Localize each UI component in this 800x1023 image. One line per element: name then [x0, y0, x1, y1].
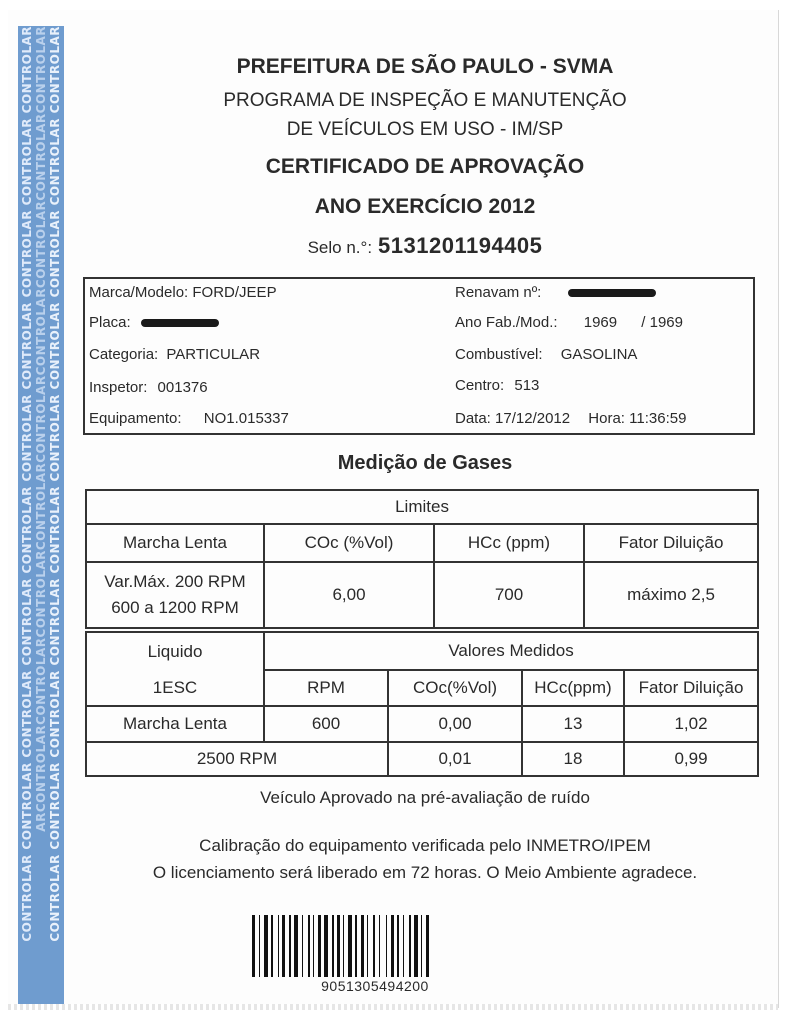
combustivel-value: GASOLINA [560, 346, 638, 363]
hora-value: 11:36:59 [629, 410, 687, 427]
barcode-bar [264, 915, 268, 977]
barcode-bar [302, 915, 303, 977]
measured-col-co: COc(%Vol) [388, 670, 522, 706]
barcode-bar [278, 915, 279, 977]
barcode-bar [282, 915, 285, 977]
certificate-year: ANO EXERCÍCIO 2012 [314, 195, 536, 218]
measured-col-rpm: RPM [264, 670, 388, 706]
renavam-field [455, 284, 656, 301]
measured-row1-label: Marcha Lenta [86, 706, 264, 742]
renavam-label: Renavam nº: [455, 284, 542, 301]
barcode-bar [252, 915, 255, 977]
measured-row1-hc: 13 [522, 706, 624, 742]
barcode-bar [318, 915, 321, 977]
categoria-label: Categoria: [89, 346, 159, 363]
measured-col-fator: Fator Diluição [624, 670, 758, 706]
combustivel-field [455, 346, 637, 363]
limits-row-label-line2: 600 a 1200 RPM [111, 598, 239, 617]
header-veiculos: DE VEÍCULOS EM USO - IM/SP [286, 119, 564, 140]
categoria-field [89, 346, 260, 363]
measured-row1-fator: 1,02 [624, 706, 758, 742]
measured-row1-co: 0,00 [388, 706, 522, 742]
data-value: 17/12/2012 [495, 410, 571, 427]
data-hora-field [455, 410, 686, 427]
placa-field [89, 314, 219, 331]
barcode-bar [343, 915, 344, 977]
selo-label: Selo n.°: [307, 238, 373, 257]
measured-row2-fator: 0,99 [624, 742, 758, 776]
renavam-redaction [568, 289, 656, 297]
barcode-bar [313, 915, 314, 977]
certificate-title: CERTIFICADO DE APROVAÇÃO [265, 155, 585, 178]
fuel-type: Liquido [86, 632, 264, 670]
security-strip-text: ARCONTROLARCONTROLARCONTROLARCONTROLARCONTROLARCONTROLARCONTROLARCONTROLARCONTROLAR [34, 26, 48, 832]
security-strip-text: CONTROLAR CONTROLAR CONTROLAR CONTROLAR CONTROLAR CONTROLAR CONTROLAR CONTROLAR CONTROLAR CONTROLAR [20, 26, 34, 942]
ano-fab-value: 1969 [583, 314, 618, 331]
measured-col-hc: HCc(ppm) [522, 670, 624, 706]
barcode-bar [324, 915, 328, 977]
selo-line [80, 233, 770, 259]
measured-row1-rpm: 600 [264, 706, 388, 742]
barcode-bar [348, 915, 352, 977]
fuel-code: 1ESC [86, 670, 264, 706]
barcode [250, 915, 500, 979]
security-strip-text: CONTROLAR CONTROLAR CONTROLAR CONTROLAR CONTROLAR CONTROLAR CONTROLAR CONTROLAR CONTROLAR CONTROLAR [48, 26, 62, 942]
barcode-bar [397, 915, 399, 977]
barcode-bar [386, 915, 387, 977]
ano-field [455, 314, 683, 331]
barcode-bar [308, 915, 310, 977]
marca-label: Marca/Modelo: [89, 284, 189, 301]
centro-label: Centro: [455, 377, 505, 394]
barcode-bar [271, 915, 273, 977]
barcode-bar [403, 915, 404, 977]
measured-row2-label: 2500 RPM [86, 742, 388, 776]
barcode-bar [259, 915, 260, 977]
limits-co-value: 6,00 [264, 562, 434, 628]
barcode-bar [409, 915, 411, 977]
barcode-bar [426, 915, 429, 977]
calibration-note: Calibração do equipamento verificada pelo INMETRO/IPEM [199, 836, 651, 855]
barcode-number: 9051305494200 [321, 978, 429, 994]
limits-hc-value: 700 [434, 562, 584, 628]
barcode-bar [379, 915, 380, 977]
barcode-bar [337, 915, 340, 977]
data-label: Data: [455, 410, 491, 427]
limits-row-label [86, 562, 264, 628]
equipamento-value: NO1.015337 [203, 410, 289, 427]
limits-row-label-line1: Var.Máx. 200 RPM [104, 572, 246, 591]
barcode-bar [391, 915, 394, 977]
limits-col-hc: HCc (ppm) [434, 524, 584, 562]
barcode-bar [421, 915, 422, 977]
marca-value: FORD/JEEP [192, 284, 277, 301]
placa-label: Placa: [89, 314, 131, 331]
marca-field [89, 284, 277, 301]
barcode-bar [361, 915, 364, 977]
barcode-bar [414, 915, 418, 977]
barcode-bar [367, 915, 368, 977]
barcode-bar [294, 915, 298, 977]
limits-col-co: COc (%Vol) [264, 524, 434, 562]
barcode-bar [355, 915, 357, 977]
selo-number: 5131201194405 [378, 233, 543, 258]
limits-table [85, 489, 759, 629]
ano-separator: / [641, 314, 646, 331]
gas-measurement-title: Medição de Gases [337, 452, 513, 474]
centro-value: 513 [514, 377, 540, 394]
limits-col-fator: Fator Diluição [584, 524, 758, 562]
hora-label: Hora: [588, 410, 625, 427]
measured-table [85, 631, 759, 777]
placa-redaction [141, 319, 219, 327]
inspetor-field [89, 379, 208, 396]
header-programa: PROGRAMA DE INSPEÇÃO E MANUTENÇÃO [223, 90, 627, 111]
equipamento-field [89, 410, 289, 427]
limits-header: Limites [86, 490, 758, 524]
combustivel-label: Combustível: [455, 346, 543, 363]
barcode-bar [332, 915, 334, 977]
measured-row2-co: 0,01 [388, 742, 522, 776]
centro-field [455, 377, 539, 394]
header-prefeitura: PREFEITURA DE SÃO PAULO - SVMA [236, 55, 614, 78]
categoria-value: PARTICULAR [166, 346, 261, 363]
torn-edge [8, 1004, 778, 1010]
ano-mod-value: 1969 [649, 314, 683, 331]
inspetor-label: Inspetor: [89, 379, 148, 396]
licensing-note: O licenciamento será liberado em 72 horas. O Meio Ambiente agradece. [152, 863, 698, 882]
barcode-bar [289, 915, 291, 977]
limits-col-marcha: Marcha Lenta [86, 524, 264, 562]
limits-fator-value: máximo 2,5 [584, 562, 758, 628]
barcode-bar [373, 915, 375, 977]
noise-approval-note: Veículo Aprovado na pré-avaliação de ruído [260, 788, 590, 807]
security-strip [18, 26, 64, 1004]
vehicle-info-box [83, 277, 755, 435]
inspetor-value: 001376 [157, 379, 208, 396]
equipamento-label: Equipamento: [89, 410, 182, 427]
measured-row2-hc: 18 [522, 742, 624, 776]
ano-label: Ano Fab./Mod.: [455, 314, 558, 331]
measured-header: Valores Medidos [264, 632, 758, 670]
